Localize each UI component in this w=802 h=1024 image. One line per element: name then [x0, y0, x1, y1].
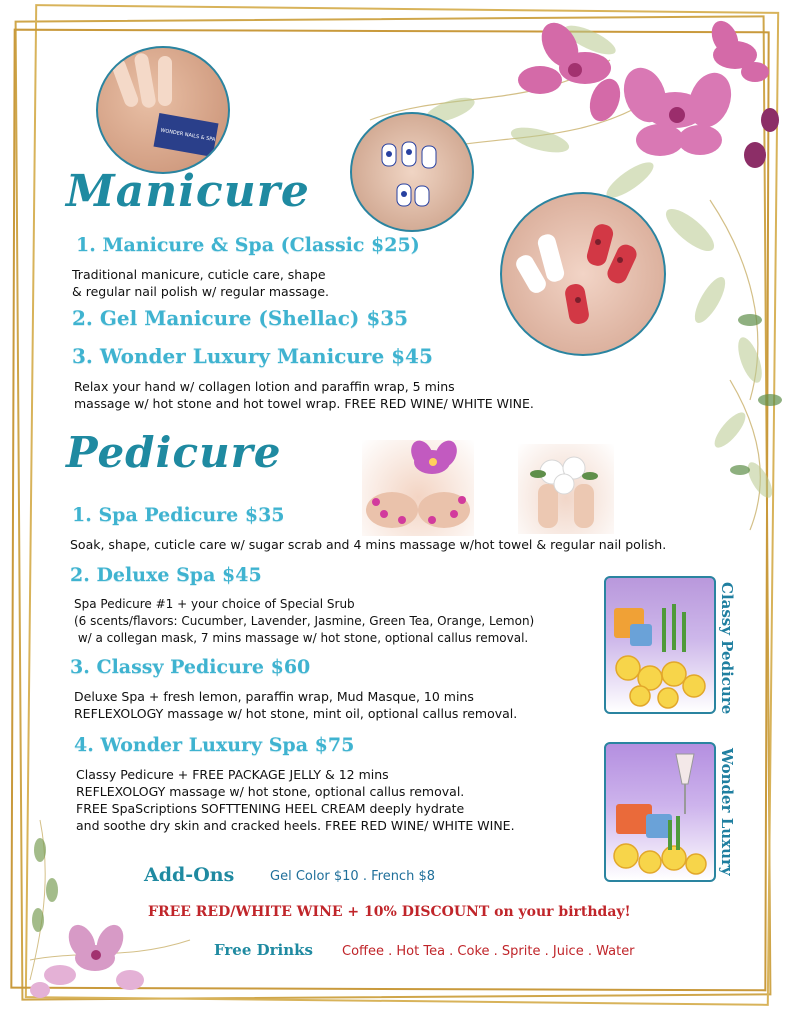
side-label-wonder-luxury: Wonder Luxury	[718, 748, 736, 876]
business-card-text: WONDER NAILS & SPA	[159, 127, 216, 144]
manicure-photo-red-nails	[500, 192, 666, 356]
pedicure-service-2-description: Spa Pedicure #1 + your choice of Special Srub (6 scents/flavors: Cucumber, Lavender, Jasmine, Green Tea, Orange, Lemon) w/ a collegan mask, 7 mins massage w/ hot stone, optional callus removal.	[74, 597, 535, 645]
wonder-luxury-photo	[604, 742, 716, 882]
pedicure-photo-orchid-toes	[362, 440, 474, 536]
pedicure-service-1-title: 1. Spa Pedicure $35	[72, 504, 285, 526]
addons-title: Add-Ons	[144, 864, 235, 886]
pedicure-heading: Pedicure	[66, 428, 282, 477]
manicure-photo-business-card	[96, 46, 230, 174]
free-drinks-items: Coffee . Hot Tea . Coke . Sprite . Juice . Water	[342, 944, 635, 959]
free-drinks-title: Free Drinks	[214, 941, 313, 959]
manicure-heading: Manicure	[66, 166, 310, 217]
manicure-photo-blue-floral	[350, 112, 474, 232]
birthday-promo: FREE RED/WHITE WINE + 10% DISCOUNT on your birthday!	[148, 904, 631, 920]
manicure-service-2-title: 2. Gel Manicure (Shellac) $35	[72, 306, 409, 330]
pedicure-service-1-description: Soak, shape, cuticle care w/ sugar scrab and 4 mins massage w/hot towel & regular nail polish.	[70, 537, 667, 552]
pedicure-service-3-description: Deluxe Spa + fresh lemon, paraffin wrap, Mud Masque, 10 mins REFLEXOLOGY massage w/ hot stone, mint oil, optional callus removal.	[74, 689, 518, 721]
classy-pedicure-photo	[604, 576, 716, 714]
manicure-service-3-description: Relax your hand w/ collagen lotion and paraffin wrap, 5 mins massage w/ hot stone and hot towel wrap. FREE RED WINE/ WHITE WINE.	[74, 379, 534, 411]
manicure-service-1-description: Traditional manicure, cuticle care, shape & regular nail polish w/ regular massage.	[72, 267, 330, 299]
manicure-service-3-title: 3. Wonder Luxury Manicure $45	[72, 344, 433, 368]
pedicure-service-4-description: Classy Pedicure + FREE PACKAGE JELLY & 12 mins REFLEXOLOGY massage w/ hot stone, optional callus removal. FREE SpaScriptions SOFTTENING HEEL CREAM deeply hydrate and soothe dry skin and cracked heels. FREE RED WINE/ WHITE WINE.	[76, 767, 515, 833]
side-label-classy-pedicure: Classy Pedicure	[718, 582, 736, 715]
pedicure-service-4-title: 4. Wonder Luxury Spa $75	[74, 734, 355, 756]
manicure-service-1-title: 1. Manicure & Spa (Classic $25)	[76, 234, 420, 256]
addons-items: Gel Color $10 . French $8	[270, 869, 435, 884]
pedicure-service-3-title: 3. Classy Pedicure $60	[70, 656, 311, 678]
pedicure-service-2-title: 2. Deluxe Spa $45	[70, 564, 262, 586]
pedicure-photo-white-roses	[518, 444, 614, 534]
